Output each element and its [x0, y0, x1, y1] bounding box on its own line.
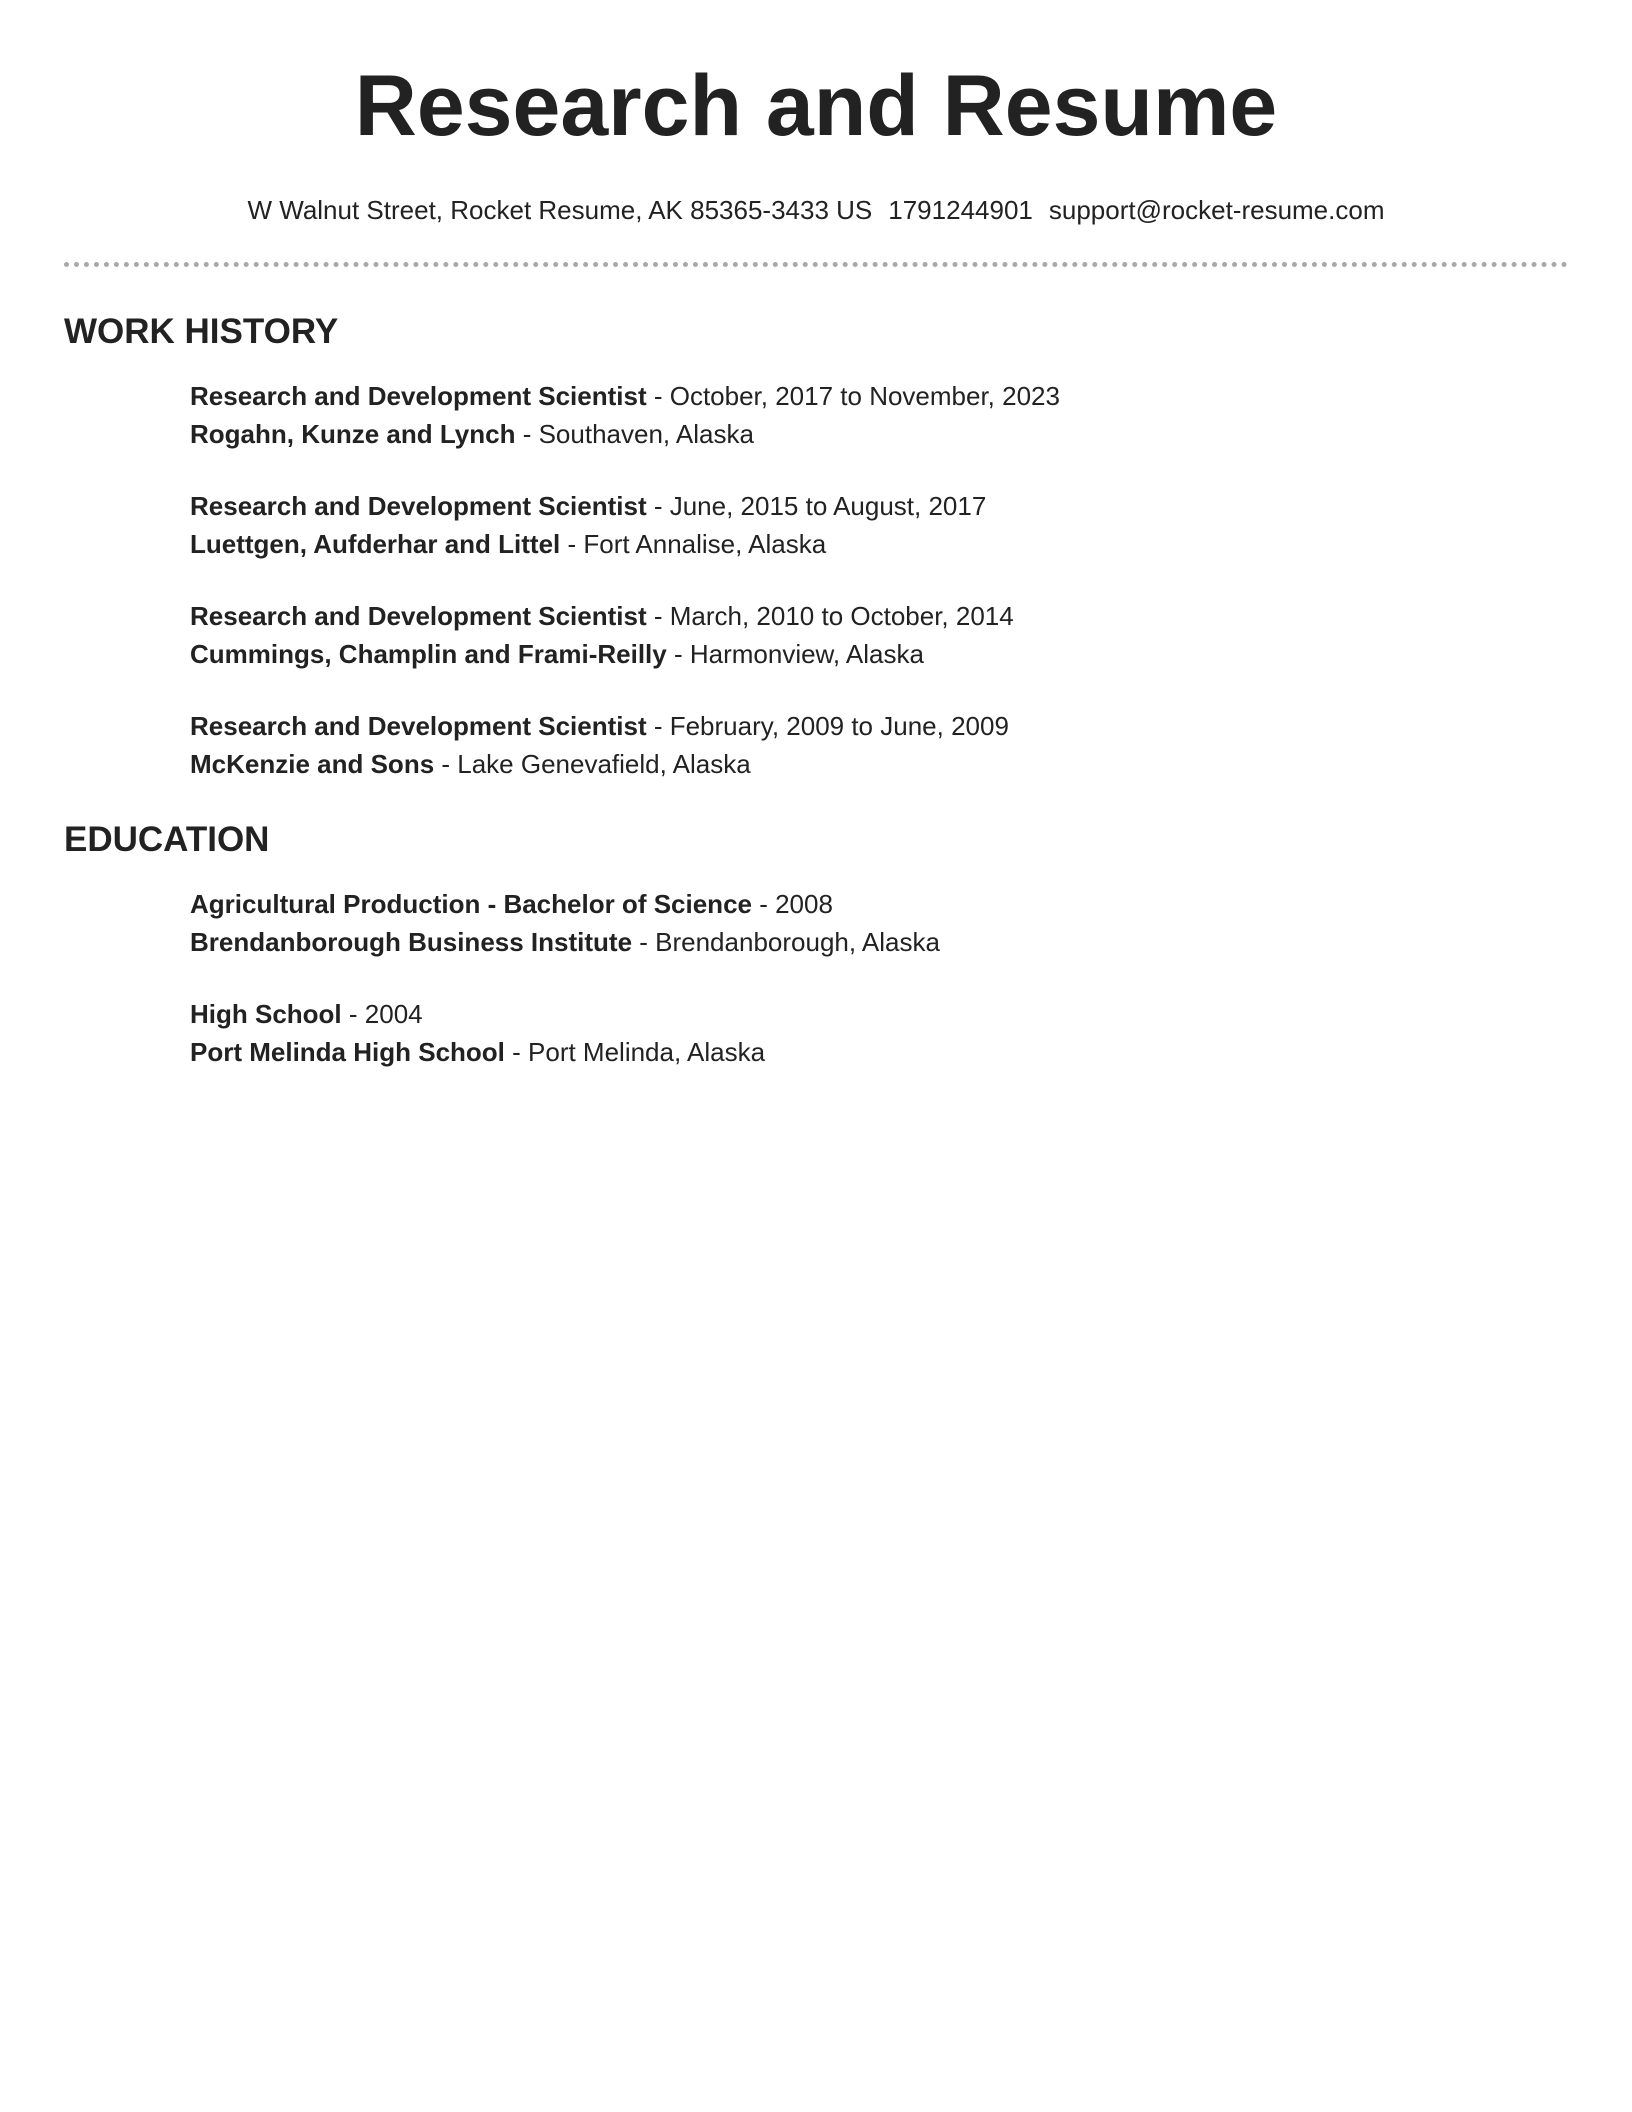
education-school: Brendanborough Business Institute — [190, 927, 633, 957]
work-entry: Research and Development Scientist - February, 2009 to June, 2009 McKenzie and Sons - Lake Genevafield, Alaska — [190, 711, 1009, 779]
contact-email: support@rocket-resume.com — [1048, 195, 1385, 225]
work-entry: Research and Development Scientist - October, 2017 to November, 2023 Rogahn, Kunze and Lynch - Southaven, Alaska — [190, 381, 1060, 449]
job-dates: February, 2009 to June, 2009 — [669, 711, 1009, 741]
job-company: Rogahn, Kunze and Lynch — [190, 419, 516, 449]
job-location: Harmonview, Alaska — [689, 639, 924, 669]
work-history-heading: WORK HISTORY — [64, 312, 339, 351]
contact-address: W Walnut Street, Rocket Resume, AK 85365-3433 US — [247, 195, 873, 225]
resume-name: Research and Resume — [354, 58, 1278, 154]
job-dates: June, 2015 to August, 2017 — [669, 491, 987, 521]
job-role: Research and Development Scientist — [190, 381, 647, 411]
education-degree: Agricultural Production - Bachelor of Science — [190, 889, 752, 919]
work-history-list — [190, 377, 1568, 783]
header-divider — [64, 262, 1568, 267]
education-location: Port Melinda, Alaska — [528, 1037, 766, 1067]
job-dates: October, 2017 to November, 2023 — [669, 381, 1060, 411]
education-year: 2004 — [364, 999, 423, 1029]
education-entry: High School - 2004 Port Melinda High School - Port Melinda, Alaska — [190, 999, 766, 1067]
education-degree: High School — [190, 999, 342, 1029]
job-role: Research and Development Scientist — [190, 491, 647, 521]
job-location: Lake Genevafield, Alaska — [457, 749, 751, 779]
education-year: 2008 — [775, 889, 833, 919]
job-company: McKenzie and Sons — [190, 749, 435, 779]
job-dates: March, 2010 to October, 2014 — [669, 601, 1014, 631]
job-location: Fort Annalise, Alaska — [583, 529, 827, 559]
work-entry: Research and Development Scientist - March, 2010 to October, 2014 Cummings, Champlin and Frami-Reilly - Harmonview, Alaska — [190, 601, 1014, 669]
contact-line — [64, 194, 1568, 226]
job-location: Southaven, Alaska — [538, 419, 754, 449]
job-role: Research and Development Scientist — [190, 711, 647, 741]
resume-page — [64, 0, 1568, 1071]
job-company: Luettgen, Aufderhar and Littel — [190, 529, 561, 559]
education-entry: Agricultural Production - Bachelor of Science - 2008 Brendanborough Business Institute - Brendanborough, Alaska — [190, 889, 940, 957]
education-list — [190, 885, 1568, 1071]
education-school: Port Melinda High School — [190, 1037, 505, 1067]
education-heading: EDUCATION — [64, 820, 270, 859]
job-role: Research and Development Scientist — [190, 601, 647, 631]
contact-phone: 1791244901 — [888, 195, 1033, 225]
work-entry: Research and Development Scientist - June, 2015 to August, 2017 Luettgen, Aufderhar and Littel - Fort Annalise, Alaska — [190, 491, 987, 559]
job-company: Cummings, Champlin and Frami-Reilly — [190, 639, 667, 669]
education-location: Brendanborough, Alaska — [655, 927, 940, 957]
